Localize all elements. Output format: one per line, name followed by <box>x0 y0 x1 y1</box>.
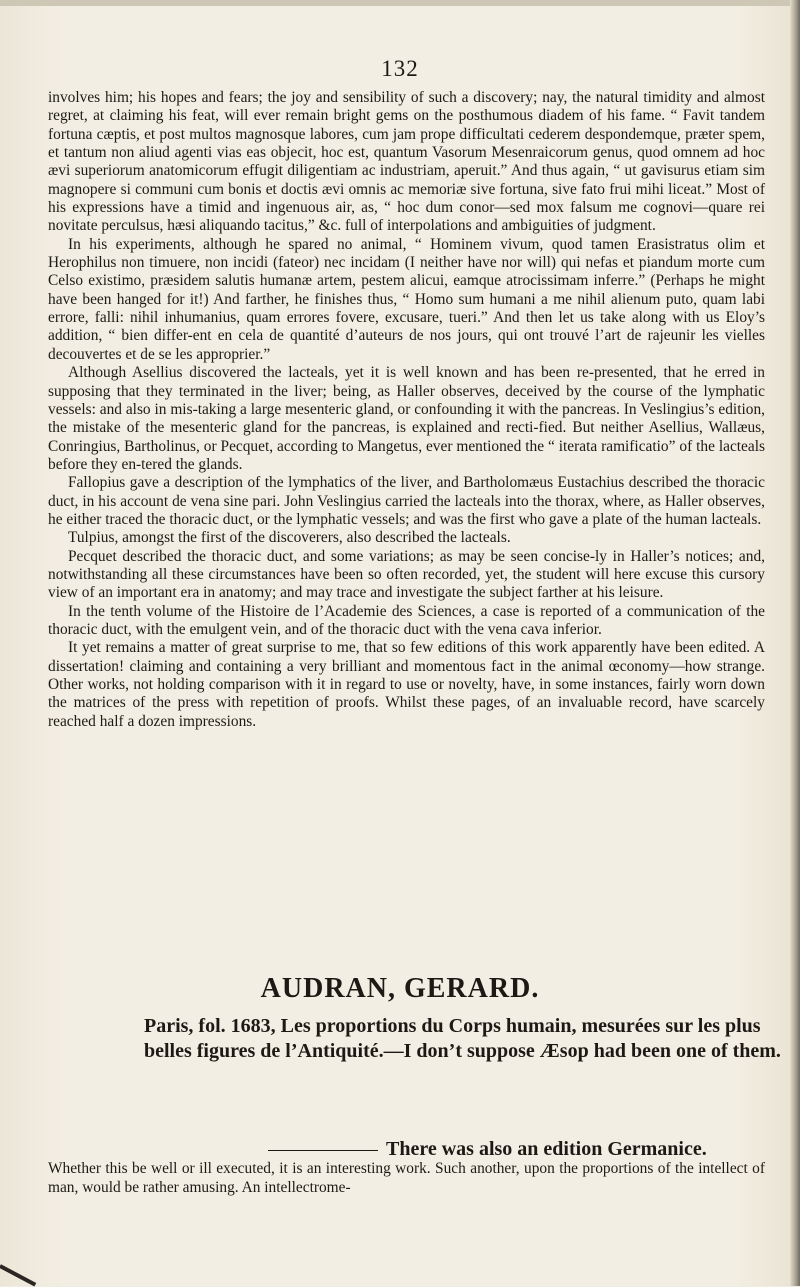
entry-text: 1683, Les proportions du Corps humain, mesurées sur les plus belles figures de l’Antiquité.—I don’t suppose Æsop had been one of them. <box>144 1015 781 1062</box>
paragraph-2: In his experiments, although he spared no animal, “ Hominem vivum, quod tamen Erasistratus olim et Herophilus non timuere, non incidi (fateor) nec incidam (I neither have nor will) qui nefas et piandum morte cum Celso existimo, præsidem salutis humanæ artem, pestem alicui, eamque atrocissimam inferre.” (Perhaps he might have been hanged for it!) And farther, he finishes thus, “ Homo sum humani a me nihil alienum puto, quam labi errore, falli: nihil inhumanius, quam errores fovere, excusare, tueri.” And then let us take along with us Eloy’s addition, “ bien differ-ent en cela de quantité d’auteurs de nos jours, qui ont trouvé l’art de rajeunir les vielles decouvertes et de se les approprier.” <box>48 235 765 363</box>
paragraph-8: It yet remains a matter of great surprise to me, that so few editions of this work apparently have been edited. A dissertation! claiming and containing a very brilliant and momentous fact in the animal œconomy—how strange. Other works, not holding comparison with it in regard to use or novelty, have, in some instances, fairly worn down the matrices of the press with repetition of proofs. Whilst these pages, of an invaluable record, have scarcely reached half a dozen impressions. <box>48 639 765 730</box>
paragraph-6: Pecquet described the thoracic duct, and some variations; as may be seen concise-ly in Haller’s notices; and, notwithstanding all these circumstances have been so often recorded, yet, the student will here excuse this cursory view of an important era in anatomy; and may trace and investigate the subject farther at his leisure. <box>48 547 765 602</box>
catalog-entry <box>144 1014 784 1063</box>
paragraph-4: Fallopius gave a description of the lymphatics of the liver, and Bartholomæus Eustachius described the thoracic duct, in his account de vena sine pari. John Veslingius carried the lacteals into the thorax, where, as Haller observes, he either traced the thoracic duct, or the lymphatic vessels; and was the first who gave a plate of the human lacteals. <box>48 474 765 528</box>
german-edition-line <box>48 1138 765 1160</box>
paragraph-3: Although Asellius discovered the lacteals, yet it is well known and has been re-presented, that he erred in supposing that they terminated in the liver; being, as Haller observes, deceived by the course of the lymphatic vessels: and also in mis-taking a large mesenteric gland, or confounding it with the pancreas. In Veslingius’s edition, the mistake of the mesenteric gland for the pancreas, is explained and recti-fied. But neither Asellius, Wallæus, Conringius, Bartholinus, or Pecquet, according to Mangetus, ever mentioned the “ iterata ramificatio” of the lacteals before they en-tered the glands. <box>48 364 765 473</box>
body-text <box>48 89 765 731</box>
paragraph-1: involves him; his hopes and fears; the joy and sensibility of such a discovery; nay, the natural timidity and almost regret, at claiming his feat, will ever remain bright gems on the posthumous diadem of his fame. “ Favit tandem fortuna cæptis, et post multos magnosque labores, cum jam prope difficultati cederem despondemque, præter spem, et tantum non aliud agenti vias eas objecit, hoc est, quantum Vasorum Mesenraicorum genus, quod omnem ad hoc ævi superiorum anatomicorum effugit diligentiam ac industriam, aperuit.” And thus again, “ ut gavisurus etiam sim magnopere si communi cum bonis et doctis ævi omnis ac memoriæ sive fortuna, sive fato frui mihi liceat.” Most of his expressions have a timid and ingenuous air, as, “ hoc dum conor—sed mox falsum me cognovi—quare rei novitate perculsus, hæsi aliquando tacitus,” &c. full of interpolations and ambiguities of judgment. <box>48 89 765 235</box>
paragraph-5: Tulpius, amongst the first of the discoverers, also described the lacteals. <box>68 529 511 547</box>
entry-heading: AUDRAN, GERARD. <box>260 973 540 1004</box>
corner-ink-mark <box>0 1264 36 1286</box>
page-top-edge <box>0 0 800 6</box>
entry-dash <box>268 1150 378 1151</box>
paragraph-7: In the tenth volume of the Histoire de l’Academie des Sciences, a case is reported of a communication of the thoracic duct, with the emulgent vein, and of the thoracic duct with the vena cava inferior. <box>48 602 765 638</box>
page-number: 132 <box>381 56 419 81</box>
entry-place: Paris, fol. <box>144 1015 226 1037</box>
page-right-edge-shadow <box>790 0 800 1286</box>
footnote: Whether this be well or ill executed, it is an interesting work. Such another, upon the proportions of the intellect of man, would be rather amusing. An intellectrome- <box>48 1160 765 1196</box>
german-edition-text: There was also an edition Germanice. <box>386 1138 707 1160</box>
